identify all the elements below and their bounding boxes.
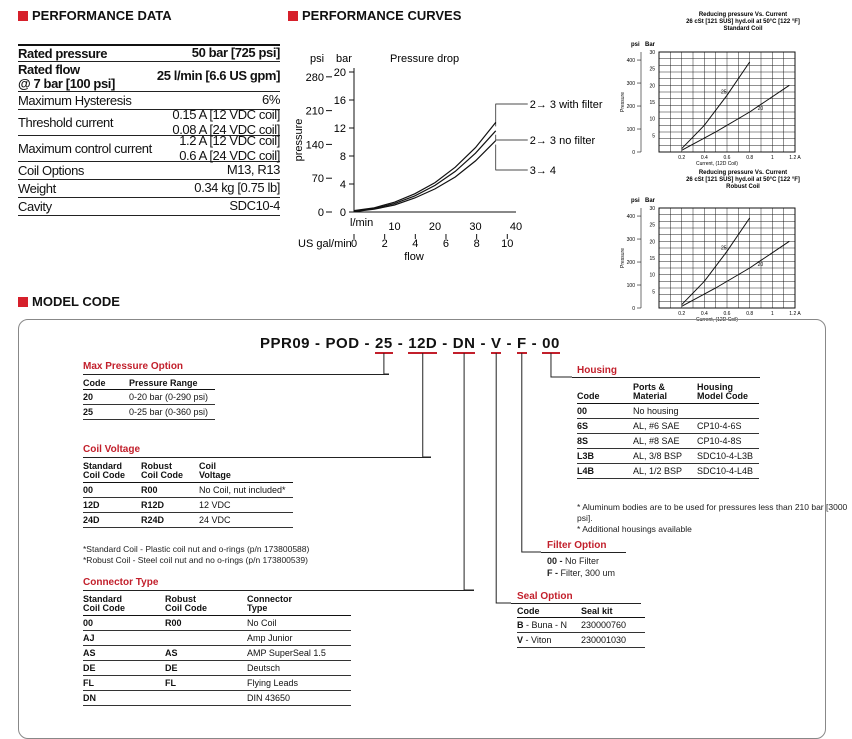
x-tick-label: 1 (770, 155, 774, 161)
connector-line (423, 353, 431, 457)
table-cell: 12 VDC (199, 497, 293, 512)
model-code-segment: PPR09 (260, 335, 311, 352)
series-label: 20 (757, 106, 764, 112)
y-tick-bar-label: 5 (652, 133, 655, 140)
x-tick-label: 0.4 (700, 155, 708, 161)
table-cell: DN (83, 690, 165, 705)
table-cell: FL (83, 675, 165, 690)
y-unit-bar: bar (336, 53, 352, 65)
table-cell: FL (165, 675, 247, 690)
performance-value: 6% (262, 92, 280, 108)
table-header-row (83, 378, 215, 390)
y-tick-psi-label: 0 (632, 150, 635, 156)
table-cell: B - Buna - N (517, 618, 581, 633)
y-tick-psi-label: 400 (626, 58, 635, 65)
performance-value: 0.34 kg [0.75 lb] (194, 180, 280, 196)
connector-line (464, 353, 474, 590)
table-row (83, 690, 351, 705)
table-cell: 24D (83, 512, 141, 527)
table-row (577, 403, 759, 418)
table-row (83, 630, 351, 645)
table-cell: 0-20 bar (0-290 psi) (129, 390, 215, 405)
performance-value: SDC10-4 (229, 198, 280, 214)
y-axis-label: Pressure (620, 247, 626, 269)
table-cell: 6S (577, 418, 633, 433)
connector-line (496, 353, 511, 603)
model-code-dash: - (364, 335, 371, 352)
seal-code: B (517, 620, 524, 631)
table-row (83, 405, 215, 420)
table-cell: DIN 43650 (247, 690, 351, 705)
model-code-title: MODEL CODE (18, 294, 120, 309)
table-row (83, 512, 293, 527)
table-cell: CP10-4-6S (697, 418, 759, 433)
model-code-segment: 00 (542, 335, 560, 352)
x-tick-label: 0.2 (678, 155, 686, 161)
series-label: 20 (757, 262, 764, 268)
model-code-dash: - (480, 335, 486, 352)
x-tick-label: 0.4 (700, 311, 708, 317)
table-cell: AMP SuperSeal 1.5 (247, 645, 351, 660)
x-tick-gal-label: 10 (501, 238, 514, 250)
table-row (577, 433, 759, 448)
table-header-row (577, 382, 759, 403)
table-header: Ports & Material (633, 382, 697, 403)
table-row (577, 418, 759, 433)
x-unit-gal: US gal/min (298, 238, 352, 250)
performance-key: Rated pressure (18, 45, 108, 61)
table-header-row (83, 594, 351, 615)
table-row (83, 497, 293, 512)
performance-key: Coil Options (18, 162, 85, 178)
performance-data-title: PERFORMANCE DATA (18, 8, 172, 23)
filter-line: 00 - No Filter (547, 556, 600, 566)
y-tick-psi-label: 100 (626, 283, 635, 290)
model-code-segment: 25 (375, 335, 393, 352)
table-cell: Deutsch (247, 660, 351, 675)
small-chart-title: Standard Coil (723, 26, 763, 32)
table-header: Code (83, 378, 129, 390)
table-cell: SDC10-4-L4B (697, 463, 759, 478)
table-header: Standard Coil Code (83, 461, 141, 482)
performance-key: Maximum Hysteresis (18, 92, 132, 108)
filter-option-title: Filter Option (547, 540, 607, 551)
table-header: Robust Coil Code (165, 594, 247, 615)
y-tick-bar-label: 25 (649, 66, 655, 73)
y-tick-bar-label: 12 (333, 123, 346, 135)
chart-title: Pressure drop (390, 53, 460, 65)
y-axis-label: Pressure (620, 91, 626, 113)
housing-table (577, 382, 759, 479)
x-tick-lmin-label: 40 (509, 221, 523, 233)
table-header: Code (517, 606, 581, 618)
y-tick-psi-label: 210 (305, 105, 324, 118)
table-cell: 00 (83, 615, 165, 630)
y-tick-bar-label: 15 (649, 256, 655, 262)
table-header: Standard Coil Code (83, 594, 165, 615)
table-cell: R00 (165, 615, 247, 630)
seal-option-table (517, 606, 645, 648)
note-line: * Aluminum bodies are to be used for pressures less than 210 bar [3000 psi]. (577, 502, 848, 524)
connector-type-rule (83, 590, 474, 591)
y-tick-bar-label: 15 (649, 100, 655, 106)
series-label: 25 (721, 245, 727, 252)
small-chart-title: Reducing pressure Vs. Current (698, 170, 788, 176)
y-unit-psi: psi (631, 42, 640, 48)
table-row (517, 633, 645, 648)
x-axis-label: Current, (12D Coil) (696, 161, 738, 167)
model-code-segment: DN (452, 335, 476, 352)
table-row (83, 615, 351, 630)
x-tick-label: 1 (770, 311, 774, 317)
y-tick-psi-label: 0 (632, 306, 635, 312)
small-chart-title: Robust Coil (726, 184, 760, 190)
table-cell: 00 (577, 403, 633, 418)
model-code-segment: POD (325, 335, 360, 352)
seal-option-title: Seal Option (517, 591, 573, 602)
y-tick-psi-label: 140 (305, 139, 324, 152)
table-cell: 230001030 (581, 633, 645, 648)
model-code-dash: - (531, 335, 538, 352)
y-axis-label: pressure (293, 118, 305, 162)
y-unit-psi: psi (310, 53, 325, 65)
coil-voltage-title: Coil Voltage (83, 444, 141, 455)
performance-curves-title: PERFORMANCE CURVES (288, 8, 461, 23)
table-row (577, 463, 759, 478)
table-header-row (517, 606, 645, 618)
x-unit-lmin: l/min (350, 217, 374, 229)
y-tick-bar-label: 0 (339, 207, 346, 219)
y-tick-bar-label: 20 (649, 239, 655, 246)
y-tick-psi-label: 70 (311, 173, 324, 186)
x-axis-label: flow (404, 251, 424, 263)
table-row (577, 448, 759, 463)
y-tick-psi-label: 400 (626, 214, 635, 221)
seal-option-rule (511, 603, 641, 604)
y-tick-bar-label: 30 (649, 50, 655, 56)
performance-value: 1.2 A [12 VDC coil] 0.6 A [24 VDC coil] (179, 133, 280, 163)
table-cell: L4B (577, 463, 633, 478)
note-line: *Robust Coil - Steel coil nut and no o-rings (p/n 173800539) (83, 555, 308, 566)
model-code-dash: - (442, 335, 448, 352)
y-tick-bar-label: 8 (339, 151, 346, 163)
table-cell (165, 630, 247, 645)
performance-key: Cavity (18, 198, 52, 214)
x-axis-label: Current, (12D Coil) (696, 317, 738, 323)
table-cell: V - Viton (517, 633, 581, 648)
y-tick-psi-label: 200 (626, 260, 635, 267)
table-cell: 0-25 bar (0-360 psi) (129, 405, 215, 420)
x-tick-label: 1.2 A (789, 155, 801, 161)
y-unit-bar: Bar (645, 198, 656, 204)
performance-key: Rated flow @ 7 bar [100 psi] (18, 61, 115, 91)
table-row (517, 618, 645, 633)
coil-voltage-table (83, 461, 293, 528)
filter-code: F - (547, 567, 558, 578)
performance-key: Threshold current (18, 114, 114, 130)
table-header: Code (577, 382, 633, 403)
table-header-row (83, 461, 293, 482)
filter-option-list (547, 556, 615, 579)
table-cell: 8S (577, 433, 633, 448)
table-header: Coil Voltage (199, 461, 293, 482)
y-tick-bar-label: 25 (649, 222, 655, 229)
y-tick-psi-label: 200 (626, 104, 635, 111)
model-code-segment: 12D (408, 335, 438, 352)
table-cell: Flying Leads (247, 675, 351, 690)
table-cell: No housing (633, 403, 697, 418)
table-header: Seal kit (581, 606, 645, 618)
y-tick-psi-label: 0 (317, 207, 324, 219)
series-label: 3→ 4 (529, 165, 557, 177)
table-cell: No Coil, nut included* (199, 482, 293, 497)
x-tick-label: 0.8 (746, 311, 754, 317)
table-header: Pressure Range (129, 378, 215, 390)
table-cell: R00 (141, 482, 199, 497)
table-cell: CP10-4-8S (697, 433, 759, 448)
connector-line (384, 353, 389, 374)
x-tick-gal-label: 6 (442, 238, 450, 250)
coil-voltage-rule (83, 457, 431, 458)
y-tick-bar-label: 4 (339, 179, 346, 191)
y-tick-psi-label: 280 (305, 71, 324, 84)
performance-key: Maximum control current (18, 140, 152, 156)
table-cell: Amp Junior (247, 630, 351, 645)
y-tick-bar-label: 5 (652, 289, 655, 296)
y-unit-psi: psi (631, 198, 640, 204)
max-pressure-title: Max Pressure Option (83, 361, 184, 372)
table-cell: 24 VDC (199, 512, 293, 527)
table-cell: 12D (83, 497, 141, 512)
x-tick-label: 0.6 (723, 311, 731, 317)
performance-value: 50 bar [725 psi] (191, 45, 280, 61)
y-tick-psi-label: 100 (626, 127, 635, 134)
table-cell: AS (83, 645, 165, 660)
table-cell: 20 (83, 390, 129, 405)
max-pressure-table (83, 378, 215, 420)
y-tick-bar-label: 10 (649, 116, 655, 123)
connector-line (522, 353, 541, 552)
table-row (83, 482, 293, 497)
table-cell: AS (165, 645, 247, 660)
table-cell: AL, #6 SAE (633, 418, 697, 433)
coil-voltage-notes (83, 544, 309, 566)
filter-option-rule (541, 552, 626, 553)
housing-notes (577, 502, 852, 535)
y-tick-bar-label: 10 (649, 272, 655, 279)
x-tick-label: 0.2 (678, 311, 686, 317)
table-row (83, 675, 351, 690)
connector-type-table (83, 594, 351, 706)
table-row (83, 645, 351, 660)
y-tick-psi-label: 300 (626, 81, 635, 88)
table-header: Housing Model Code (697, 382, 759, 403)
table-cell: R12D (141, 497, 199, 512)
table-cell: AL, 3/8 BSP (633, 448, 697, 463)
model-code-dash: - (397, 335, 404, 352)
model-code-dash: - (506, 335, 512, 352)
x-tick-gal-label: 4 (412, 238, 419, 250)
y-tick-bar-label: 20 (333, 67, 346, 79)
note-line: *Standard Coil - Plastic coil nut and o-rings (p/n 173800588) (83, 544, 310, 554)
model-code-dash: - (315, 335, 321, 352)
series-label: 2→ 3 with filter (529, 99, 603, 111)
table-cell: DE (83, 660, 165, 675)
table-cell: AL, 1/2 BSP (633, 463, 697, 478)
model-code-segment: F (516, 335, 527, 352)
series-label: 25 (721, 89, 727, 96)
seal-code: V (517, 635, 524, 646)
table-cell (697, 403, 759, 418)
performance-key: Weight (18, 180, 56, 196)
x-tick-gal-label: 8 (473, 238, 480, 250)
table-cell: L3B (577, 448, 633, 463)
note-line: * Additional housings available (577, 524, 692, 535)
housing-title: Housing (577, 365, 617, 376)
max-pressure-rule (83, 374, 389, 375)
table-cell: R24D (141, 512, 199, 527)
x-tick-gal-label: 2 (381, 238, 388, 250)
x-tick-label: 1.2 A (789, 311, 801, 317)
y-tick-bar-label: 20 (649, 83, 655, 90)
table-cell: SDC10-4-L3B (697, 448, 759, 463)
y-tick-psi-label: 300 (626, 237, 635, 244)
y-tick-bar-label: 16 (333, 95, 346, 107)
performance-value: M13, R13 (226, 162, 280, 178)
small-chart-title: Reducing pressure Vs. Current (698, 12, 788, 18)
x-tick-label: 0.6 (723, 155, 731, 161)
performance-value: 25 l/min [6.6 US gpm] (156, 68, 280, 84)
table-cell: 25 (83, 405, 129, 420)
x-tick-label: 0.8 (746, 155, 754, 161)
table-cell: DE (165, 660, 247, 675)
table-cell: 230000760 (581, 618, 645, 633)
connector-line (551, 353, 572, 377)
table-cell: AJ (83, 630, 165, 645)
table-cell: 00 (83, 482, 141, 497)
y-unit-bar: Bar (645, 42, 656, 48)
connector-type-title: Connector Type (83, 577, 159, 588)
series-label: 2→ 3 no filter (529, 135, 596, 147)
x-tick-lmin-label: 20 (428, 221, 442, 233)
table-cell: AL, #8 SAE (633, 433, 697, 448)
x-tick-gal-label: 0 (350, 238, 358, 250)
table-header: Connector Type (247, 594, 351, 615)
model-code-segment: V (490, 335, 502, 352)
performance-value: 0.15 A [12 VDC coil] 0.08 A [24 VDC coil] (172, 107, 280, 137)
table-header: Robust Coil Code (141, 461, 199, 482)
x-tick-lmin-label: 10 (388, 221, 401, 233)
table-cell: No Coil (247, 615, 351, 630)
table-row (83, 660, 351, 675)
small-chart-title: 26 cSt [121 SUS] hyd.oil at 50°C [122 °F] (686, 19, 800, 25)
filter-line: F - Filter, 300 um (547, 567, 616, 578)
filter-code: 00 - (547, 556, 563, 566)
small-chart-title: 26 cSt [121 SUS] hyd.oil at 50°C [122 °F] (686, 177, 800, 183)
housing-rule (572, 377, 760, 378)
x-tick-lmin-label: 30 (469, 221, 482, 233)
table-row (83, 390, 215, 405)
y-tick-bar-label: 30 (649, 206, 655, 212)
table-cell (165, 690, 247, 705)
